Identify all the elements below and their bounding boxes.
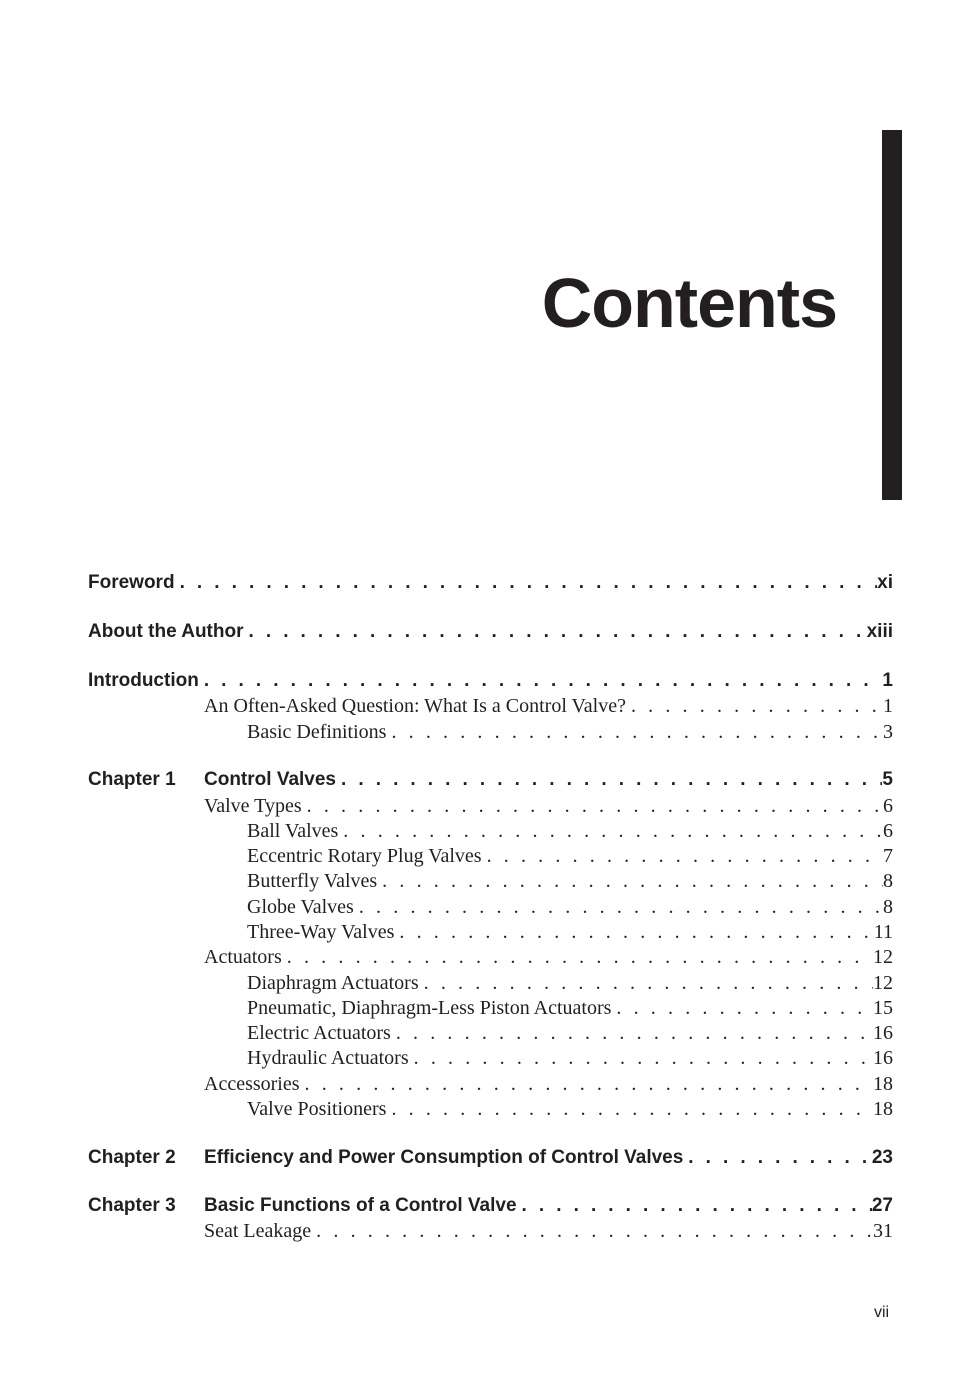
toc-entry-title: Control Valves [204, 769, 336, 790]
toc-chapter-label: Chapter 3 [88, 1195, 176, 1216]
toc-entry-title: Three-Way Valves [247, 921, 395, 943]
page-number: vii [874, 1304, 890, 1321]
toc-row [88, 1220, 893, 1246]
dot-leader [419, 972, 873, 995]
toc-row [88, 1022, 893, 1048]
toc-entry[interactable] [247, 820, 893, 846]
toc-entry[interactable] [88, 670, 893, 696]
toc-page-number: 5 [882, 769, 893, 790]
toc-entry-title: Globe Valves [247, 896, 354, 918]
toc-entry[interactable] [88, 572, 893, 598]
toc-entry-title: Basic Definitions [247, 721, 387, 743]
toc-entry[interactable] [247, 921, 893, 947]
toc-row [88, 1147, 893, 1173]
toc-entry[interactable] [204, 1195, 893, 1221]
dot-leader [626, 695, 883, 718]
toc-row [88, 795, 893, 821]
dot-leader [517, 1195, 872, 1217]
toc-row [88, 997, 893, 1023]
dot-leader [386, 1098, 873, 1121]
toc-entry[interactable] [247, 1098, 893, 1124]
toc-entry-title: Diaphragm Actuators [247, 972, 419, 994]
toc-entry-title: Pneumatic, Diaphragm-Less Piston Actuators [247, 997, 612, 1019]
toc-entry[interactable] [247, 972, 893, 998]
toc-page-number: 18 [873, 1098, 893, 1120]
dot-leader [199, 670, 883, 692]
toc-page-number: 27 [871, 1195, 893, 1216]
toc-entry-title: Valve Positioners [247, 1098, 387, 1120]
toc-page-number: 16 [873, 1022, 893, 1044]
dot-leader [336, 769, 882, 791]
toc-page-number: 12 [873, 946, 893, 968]
toc-row [88, 572, 893, 598]
toc-page-number: 16 [873, 1047, 893, 1069]
toc-entry-title: Ball Valves [247, 820, 339, 842]
toc-entry[interactable] [247, 1047, 893, 1073]
toc-row [88, 870, 893, 896]
toc-row [88, 670, 893, 696]
toc-entry-title: Valve Types [204, 795, 302, 817]
toc-entry-title: Basic Functions of a Control Valve [204, 1195, 517, 1216]
toc-row [88, 820, 893, 846]
dot-leader [482, 845, 883, 868]
toc-entry-title: Seat Leakage [204, 1220, 312, 1242]
toc-entry[interactable] [204, 695, 893, 721]
toc-row [88, 769, 893, 795]
toc-entry[interactable] [204, 795, 893, 821]
toc-entry-title: An Often-Asked Question: What Is a Control Valve? [204, 695, 626, 717]
dot-leader [302, 795, 883, 818]
toc-entry[interactable] [204, 946, 893, 972]
dot-leader [175, 572, 878, 594]
toc-page-number: 6 [883, 820, 893, 842]
toc-page-number: 3 [883, 721, 893, 743]
toc-row [88, 721, 893, 747]
dot-leader [683, 1147, 872, 1169]
dot-leader [394, 921, 873, 944]
toc-row [88, 946, 893, 972]
toc-row [88, 1047, 893, 1073]
toc-entry[interactable] [247, 896, 893, 922]
toc-entry-title: Hydraulic Actuators [247, 1047, 409, 1069]
toc-row [88, 921, 893, 947]
toc-entry-title: Accessories [204, 1073, 300, 1095]
dot-leader [611, 997, 873, 1020]
toc-row [88, 695, 893, 721]
toc-chapter-label: Chapter 2 [88, 1147, 176, 1168]
dot-leader [311, 1220, 873, 1243]
toc-entry[interactable] [247, 1022, 893, 1048]
toc-page-number: 7 [883, 845, 893, 867]
toc-page-number: 18 [873, 1073, 893, 1095]
toc-page-number: 11 [873, 921, 893, 943]
toc-entry[interactable] [204, 1220, 893, 1246]
toc-chapter-label: Chapter 1 [88, 769, 176, 790]
toc-entry[interactable] [204, 769, 893, 795]
toc-page-number: 15 [873, 997, 893, 1019]
toc-entry[interactable] [204, 1073, 893, 1099]
toc-entry-title: Eccentric Rotary Plug Valves [247, 845, 482, 867]
toc-entry[interactable] [204, 1147, 893, 1173]
toc-entry-title: Foreword [88, 572, 175, 593]
toc-page-number: 1 [883, 695, 893, 717]
toc-page-number: 23 [871, 1147, 893, 1168]
page-title: Contents [541, 264, 837, 342]
dot-leader [243, 621, 866, 643]
toc-page-number: 8 [883, 870, 893, 892]
toc-row [88, 972, 893, 998]
toc-row [88, 1073, 893, 1099]
toc-entry-title: Efficiency and Power Consumption of Control Valves [204, 1147, 684, 1168]
dot-leader [338, 820, 883, 843]
toc-row [88, 1195, 893, 1221]
dot-leader [409, 1047, 873, 1070]
toc-entry[interactable] [247, 997, 893, 1023]
toc-entry-title: Introduction [88, 670, 199, 691]
toc-entry-title: Actuators [204, 946, 282, 968]
dot-leader [391, 1022, 873, 1045]
toc-entry[interactable] [88, 621, 893, 647]
toc-page-number: xiii [866, 621, 893, 642]
toc-page-number: 1 [882, 670, 893, 691]
toc-row [88, 1098, 893, 1124]
toc-page-number: xi [877, 572, 893, 593]
dot-leader [282, 946, 873, 969]
toc-entry[interactable] [247, 845, 893, 871]
toc-entry[interactable] [247, 870, 893, 896]
dot-leader [386, 721, 883, 744]
toc-page-number: 31 [873, 1220, 893, 1242]
toc-page-number: 8 [883, 896, 893, 918]
chapter-tab-bar [882, 130, 902, 500]
dot-leader [354, 896, 883, 919]
toc-entry[interactable] [247, 721, 893, 747]
toc-entry-title: Butterfly Valves [247, 870, 378, 892]
toc-row [88, 621, 893, 647]
dot-leader [377, 870, 883, 893]
toc-page-number: 12 [873, 972, 893, 994]
toc-page-number: 6 [883, 795, 893, 817]
dot-leader [300, 1073, 873, 1096]
toc-row [88, 896, 893, 922]
toc-entry-title: Electric Actuators [247, 1022, 391, 1044]
toc-entry-title: About the Author [88, 621, 244, 642]
toc-row [88, 845, 893, 871]
